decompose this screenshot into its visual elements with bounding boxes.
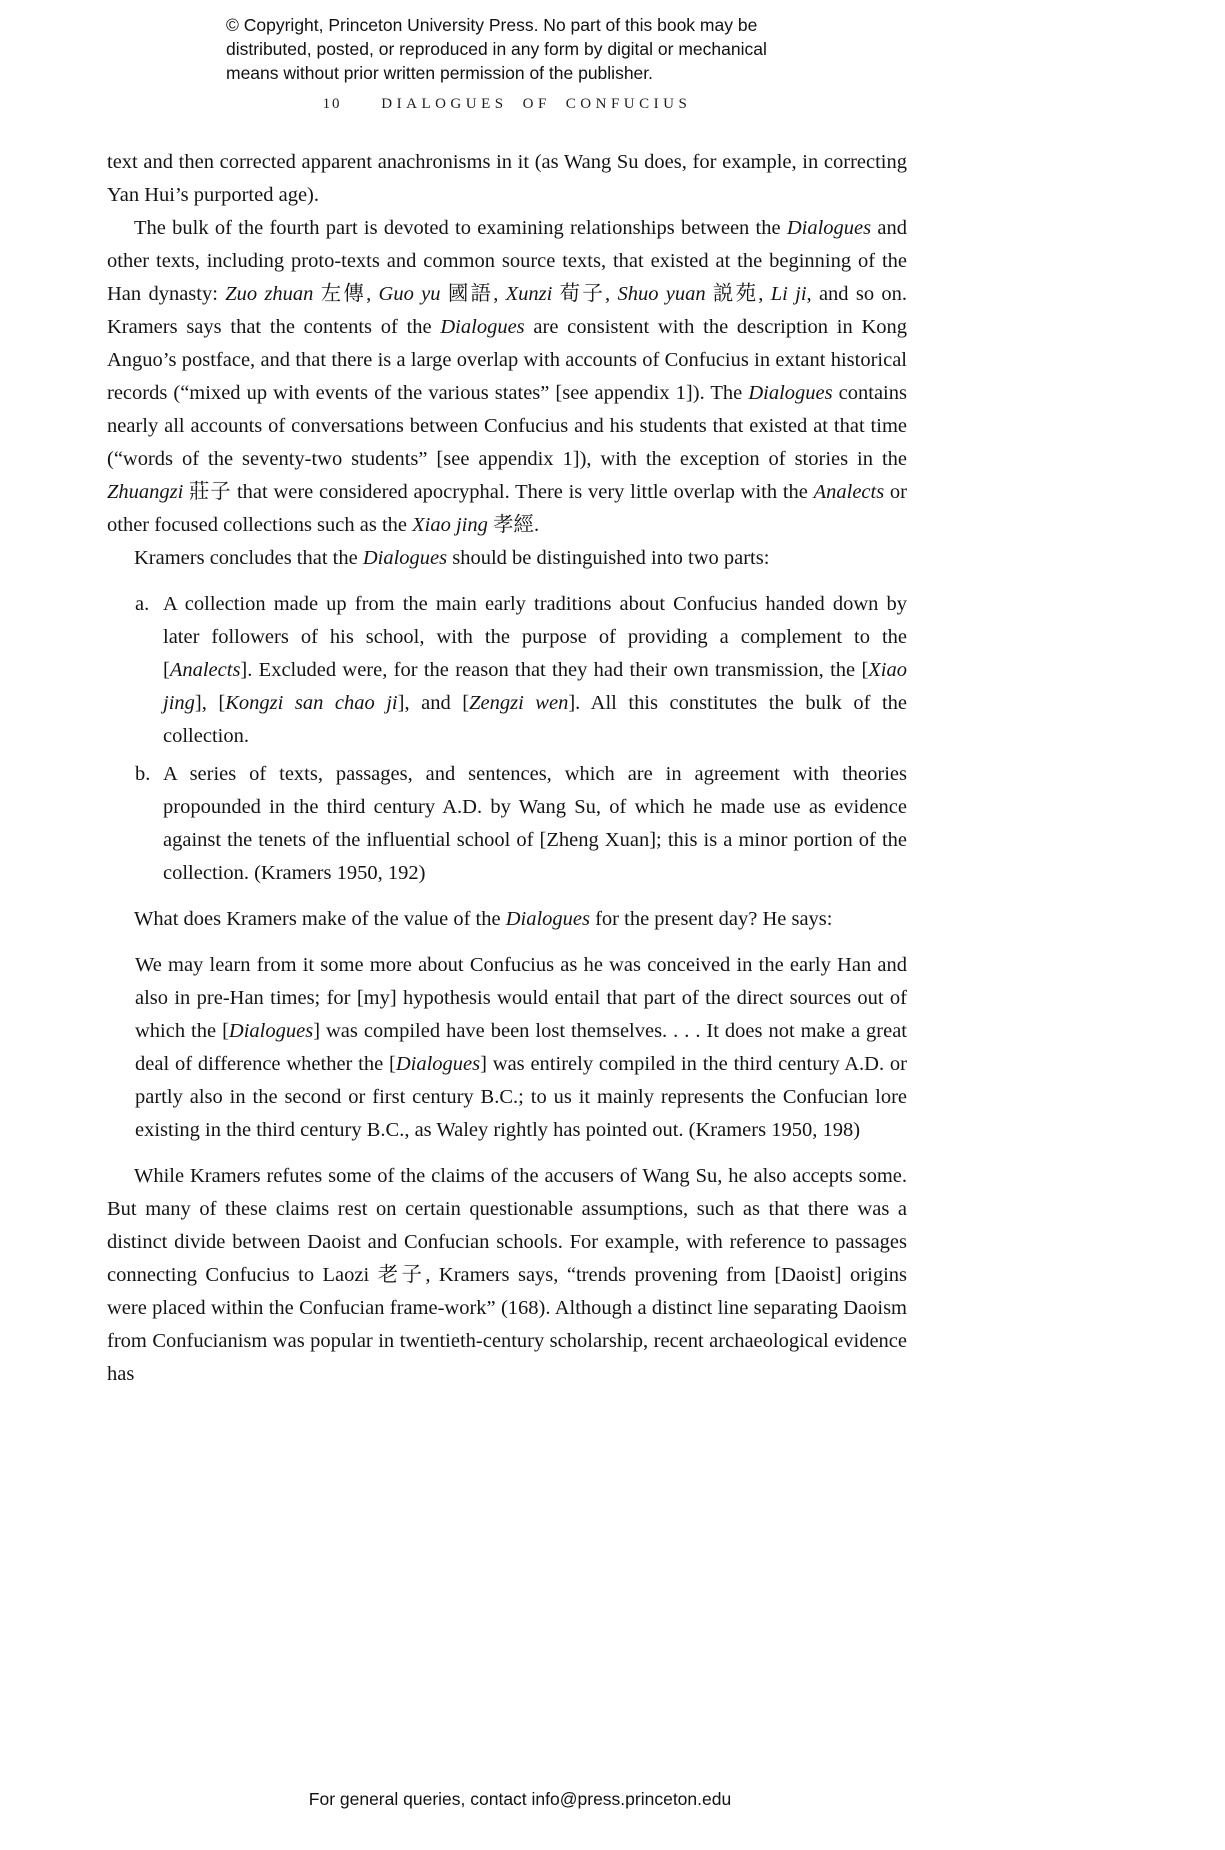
list-item-text: A collection made up from the main early traditions about Confucius handed down by later followers of his school, with the purpose of providing a complement to the [Analects]. Excluded were, for the reason that they had their own transmission, the [Xiao jing], [Kongzi san chao ji], and [Zengzi wen]. All this constitutes the bulk of the collection. [163,593,907,747]
page-number: 10 [322,96,342,112]
paragraph: While Kramers refutes some of the claims of the accusers of Wang Su, he also accepts some. But many of these claims rest on certain questionable assumptions, such as that there was a distinct divide between Daoist and Confucian schools. For example, with reference to passages connecting Confucius to Laozi 老子, Kramers says, “trends provening from [Daoist] origins were placed within the Confucian frame-work” (168). Although a distinct line separating Daoism from Confucianism was popular in twentieth-century scholarship, recent archaeological evidence has [107,1165,907,1385]
two-part-list [107,588,907,890]
copyright-notice [226,13,866,85]
list-marker: a. [135,593,150,615]
paragraph-continuation: text and then corrected apparent anachronisms in it (as Wang Su does, for example, in correcting Yan Hui’s purported age). [107,151,907,206]
list-marker: b. [135,763,151,785]
block-quote: We may learn from it some more about Confucius as he was conceived in the early Han and also in pre-Han times; for [my] hypothesis would entail that part of the direct sources out of which the [Dialogues] was compiled have been lost themselves. . . . It does not make a great deal of difference whether the [Dialogues] was entirely compiled in the third century A.D. or partly also in the second or first century B.C.; to us it mainly represents the Confucian lore existing in the third century B.C., as Waley rightly has pointed out. (Kramers 1950, 198) [135,954,907,1141]
list-item-a [107,588,907,753]
copyright-line: distributed, posted, or reproduced in any form by digital or mechanical [226,39,767,59]
list-item-text: A series of texts, passages, and sentences, which are in agreement with theories propounded in the third century A.D. by Wang Su, of which he made use as evidence against the tenets of the influential school of [Zheng Xuan]; this is a minor portion of the collection. (Kramers 1950, 192) [163,763,907,884]
paragraph: Kramers concludes that the Dialogues should be distinguished into two parts: [134,547,770,569]
copyright-line: means without prior written permission of the publisher. [226,63,654,83]
page-body [107,146,907,1391]
running-head [107,96,907,113]
running-head-title: DIALOGUES OF CONFUCIUS [381,96,692,112]
copyright-line: © Copyright, Princeton University Press. No part of this book may be [226,15,758,35]
paragraph: The bulk of the fourth part is devoted to examining relationships between the Dialogues and other texts, including proto-texts and common source texts, that existed at the beginning of the Han dynasty: Zuo zhuan 左傳, Guo yu 國語, Xunzi 荀子, Shuo yuan 説苑, Li ji, and so on. Kramers says that the contents of the Dialogues are consistent with the description in Kong Anguo’s postface, and that there is a large overlap with accounts of Confucius in extant historical records (“mixed up with events of the various states” [see appendix 1]). The Dialogues contains nearly all accounts of conversations between Confucius and his students that existed at that time (“words of the seventy-two students” [see appendix 1]), with the exception of stories in the Zhuangzi 莊子 that were considered apocryphal. There is very little overlap with the Analects or other focused collections such as the Xiao jing 孝經. [107,217,908,536]
list-item-b [107,758,907,890]
paragraph: What does Kramers make of the value of the Dialogues for the present day? He says: [134,908,833,930]
footer-contact: For general queries, contact info@press.princeton.edu [308,1789,732,1809]
